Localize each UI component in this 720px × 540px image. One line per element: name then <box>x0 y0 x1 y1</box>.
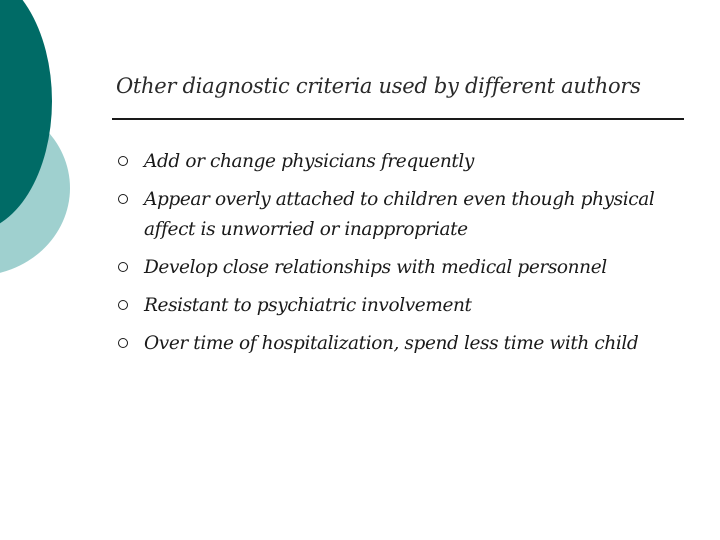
list-item <box>118 329 688 359</box>
title-divider <box>112 118 684 120</box>
hollow-circle-bullet-icon <box>118 194 128 204</box>
list-item <box>118 147 688 177</box>
bullet-text: Develop close relationships with medical personnel <box>144 257 607 278</box>
hollow-circle-bullet-icon <box>118 338 128 348</box>
hollow-circle-bullet-icon <box>118 300 128 310</box>
bullet-list <box>118 147 688 367</box>
list-item <box>118 291 688 321</box>
hollow-circle-bullet-icon <box>118 262 128 272</box>
bullet-text: Add or change physicians frequently <box>144 151 474 172</box>
list-item <box>118 185 688 245</box>
bullet-text: Resistant to psychiatric involvement <box>144 295 472 316</box>
slide-title: Other diagnostic criteria used by different authors <box>116 74 641 98</box>
bullet-text: Appear overly attached to children even though physical affect is unworried or inappropriate <box>144 189 655 240</box>
list-item <box>118 253 688 283</box>
hollow-circle-bullet-icon <box>118 156 128 166</box>
bullet-text: Over time of hospitalization, spend less time with child <box>144 333 639 354</box>
